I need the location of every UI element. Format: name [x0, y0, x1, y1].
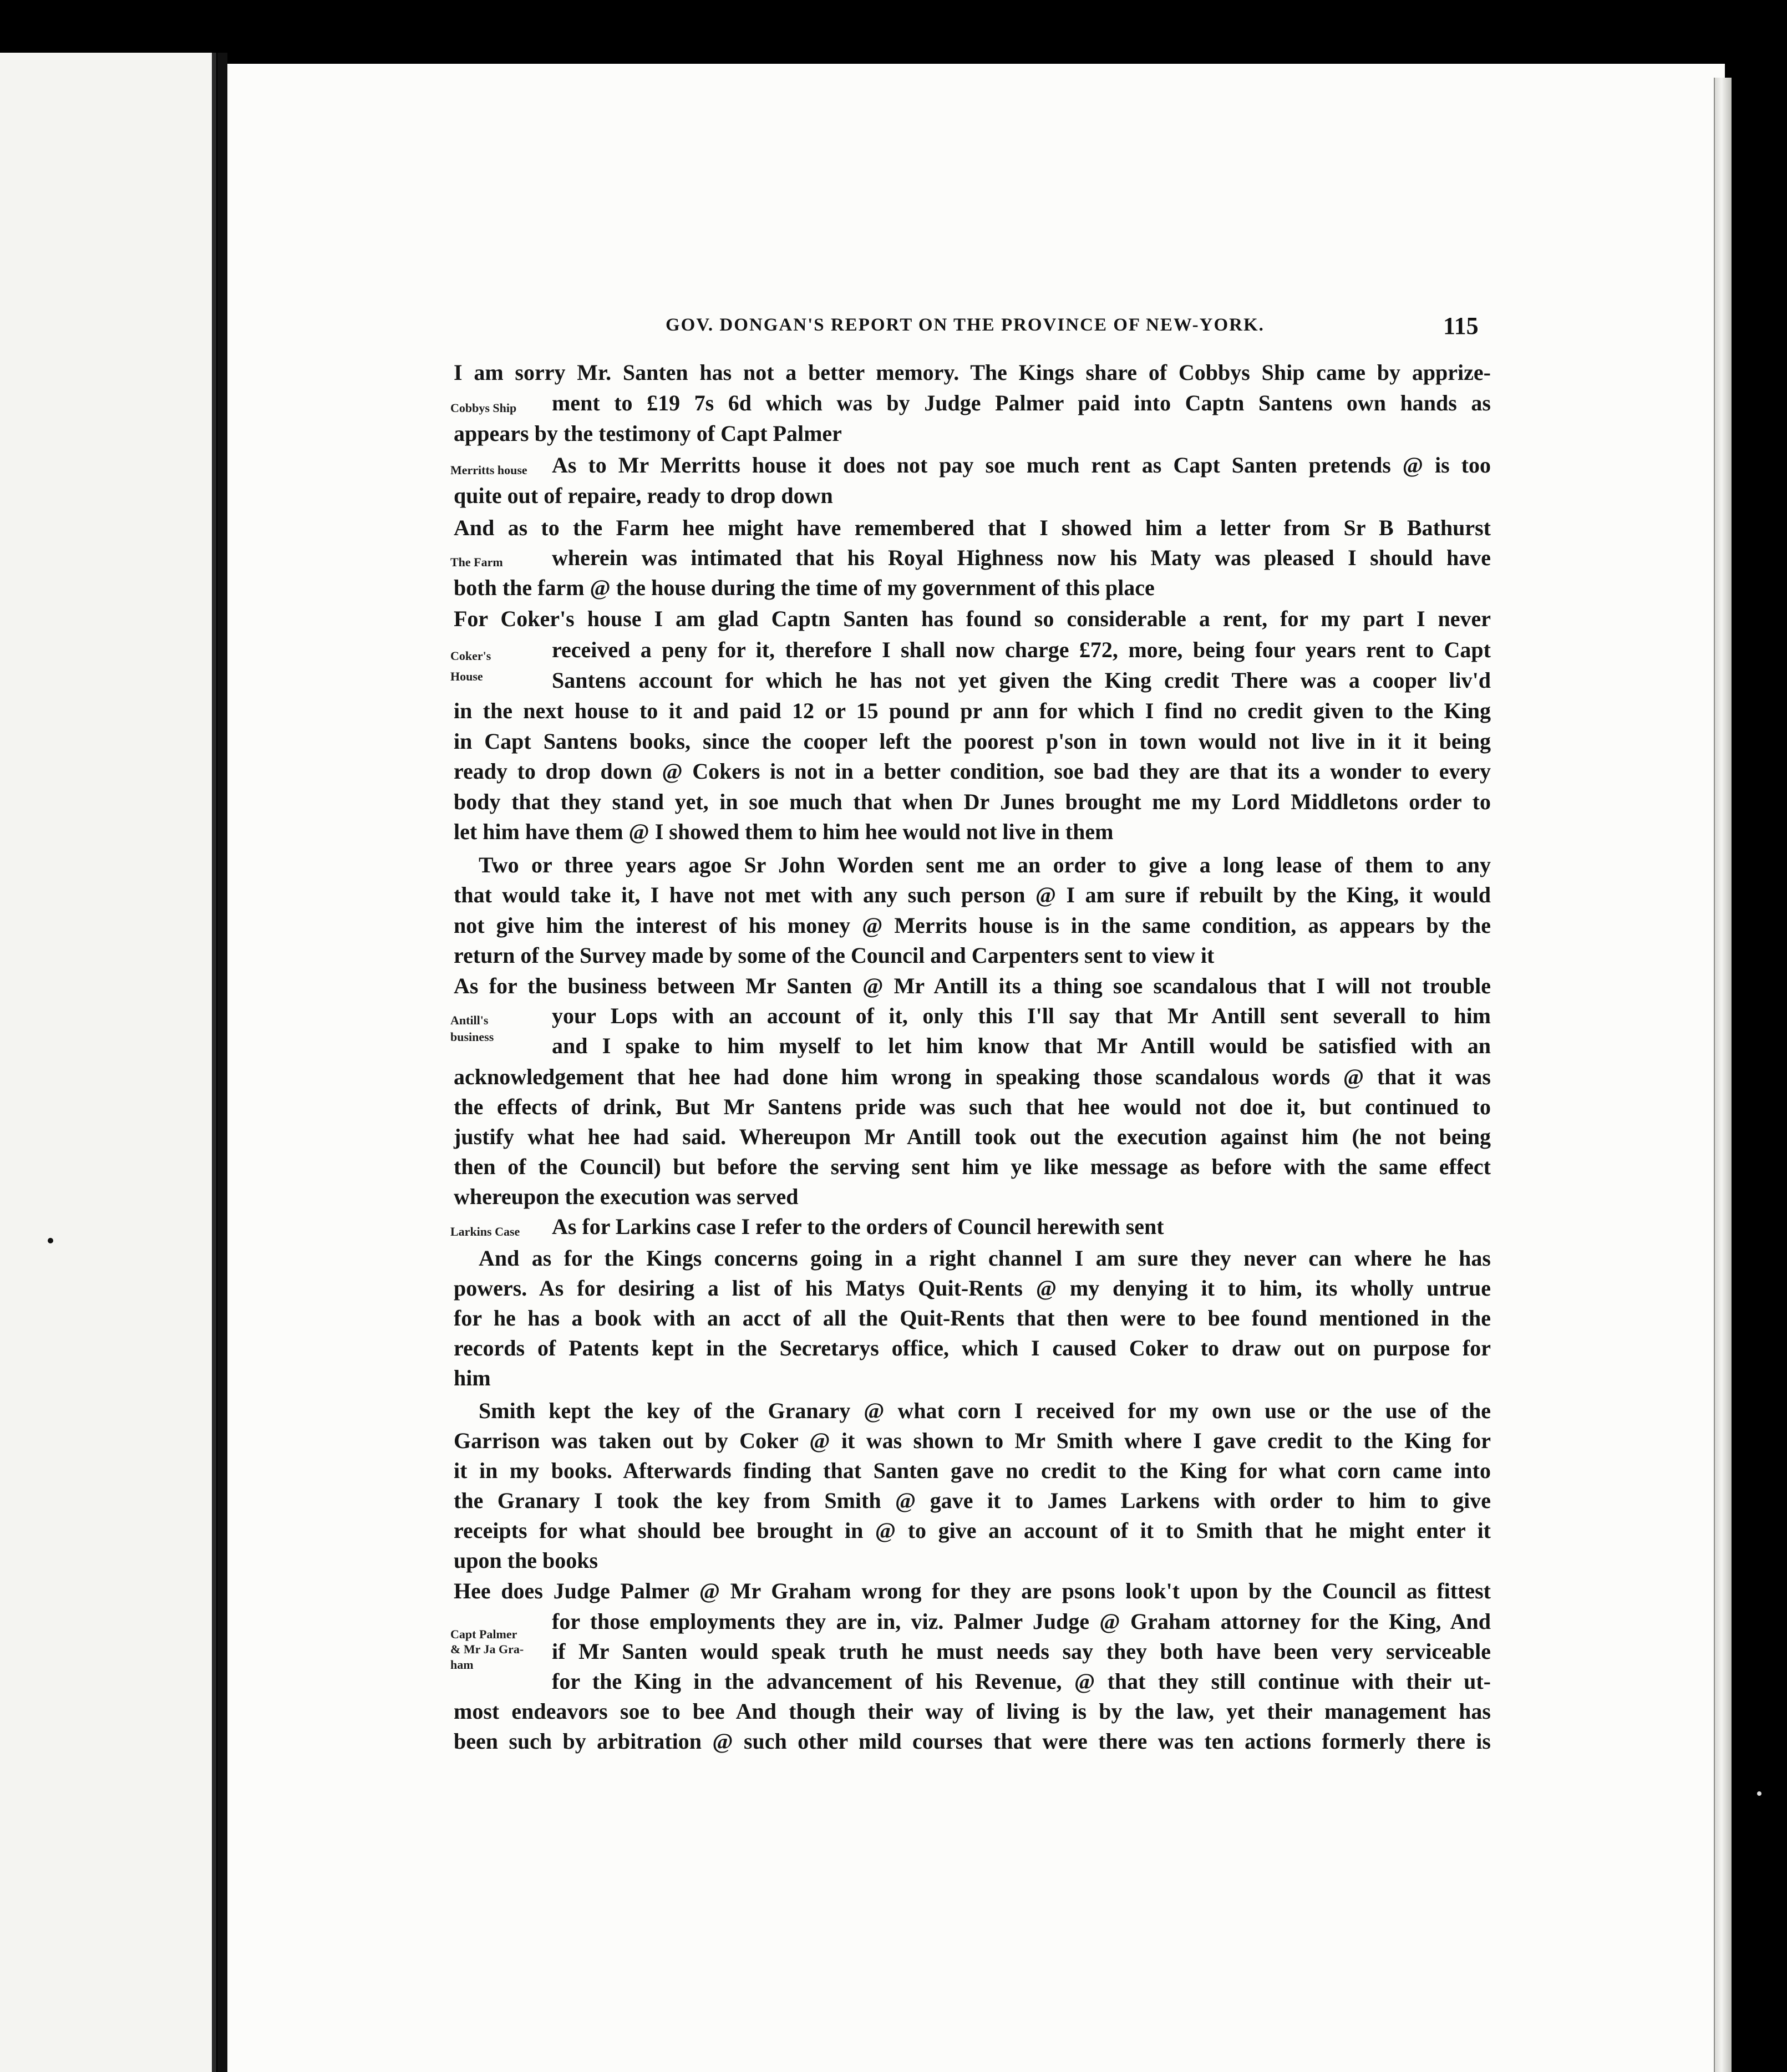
text-line: Santens account for which he has not yet given the King credit There was a cooper liv'd — [552, 668, 1491, 693]
text-line: powers. As for desiring a list of his Matys Quit-Rents @ my denying it to him, its wholly untrue — [454, 1276, 1491, 1301]
text-line: return of the Survey made by some of the Council and Carpenters sent to view it — [454, 943, 1215, 968]
text-line: the effects of drink, But Mr Santens pride was such that hee would not doe it, but continued to — [454, 1094, 1491, 1119]
text-line: for those employments they are in, viz. Palmer Judge @ Graham attorney for the King, And — [552, 1609, 1491, 1634]
text-line: ready to drop down @ Cokers is not in a better condition, soe bad they are that its a wonder to every — [454, 759, 1491, 784]
left-page-margin — [0, 53, 216, 2072]
text-line: And as for the Kings concerns going in a right channel I am sure they never can where he has — [479, 1246, 1491, 1271]
margin-note-cokers-house: Coker's — [450, 649, 491, 663]
text-line: in Capt Santens books, since the cooper left the poorest p'son in town would not live in it it being — [454, 729, 1491, 754]
text-line: it in my books. Afterwards finding that Santen gave no credit to the King for what corn came into — [454, 1458, 1491, 1483]
text-line: And as to the Farm hee might have remembered that I showed him a letter from Sr B Bathurst — [454, 515, 1491, 540]
text-line: your Lops with an account of it, only this I'll say that Mr Antill sent severall to him — [552, 1003, 1491, 1028]
text-line: upon the books — [454, 1548, 598, 1573]
text-line: been such by arbitration @ such other mild courses that were there was ten actions formerly there is — [454, 1729, 1491, 1754]
margin-note-cokers-house: House — [450, 669, 483, 683]
text-line: in the next house to it and paid 12 or 15 pound pr ann for which I find no credit given to the King — [454, 698, 1491, 723]
text-line: Hee does Judge Palmer @ Mr Graham wrong for they are psons look't upon by the Council as fittest — [454, 1578, 1491, 1603]
page-number: 115 — [1443, 312, 1479, 339]
margin-note-cobbys-ship: Cobbys Ship — [450, 401, 517, 415]
text-line: acknowledgement that hee had done him wrong in speaking those scandalous words @ that it was — [454, 1064, 1491, 1089]
text-line: and I spake to him myself to let him know that Mr Antill would be satisfied with an — [552, 1033, 1491, 1058]
margin-note-antills-business: Antill's — [450, 1013, 489, 1027]
text-line: appears by the testimony of Capt Palmer — [454, 421, 842, 446]
running-header: GOV. DONGAN'S REPORT ON THE PROVINCE OF NEW-YORK. — [666, 315, 1265, 335]
margin-note-the-farm: The Farm — [450, 555, 503, 569]
text-line: both the farm @ the house during the time of my government of this place — [454, 575, 1155, 600]
text-line: Smith kept the key of the Granary @ what corn I received for my own use or the use of the — [479, 1398, 1491, 1423]
text-line: then of the Council) but before the serving sent him ye like message as before with the same effect — [454, 1154, 1491, 1179]
scan-speck — [48, 1238, 53, 1243]
text-line: for the King in the advancement of his Revenue, @ that they still continue with their ut- — [552, 1669, 1491, 1694]
margin-note-antills-business: business — [450, 1030, 494, 1044]
margin-note-palmer-graham: & Mr Ja Gra- — [450, 1642, 524, 1656]
margin-note-merritts-house: Merritts house — [450, 463, 527, 477]
text-line: receipts for what should bee brought in @ to give an account of it to Smith that he might enter it — [454, 1518, 1491, 1543]
text-line: most endeavors soe to bee And though their way of living is by the law, yet their management has — [454, 1699, 1491, 1724]
text-line: For Coker's house I am glad Captn Santen has found so considerable a rent, for my part I never — [454, 606, 1491, 631]
text-line: records of Patents kept in the Secretarys office, which I caused Coker to draw out on purpose for — [454, 1335, 1491, 1360]
text-line: Garrison was taken out by Coker @ it was shown to Mr Smith where I gave credit to the King for — [454, 1428, 1491, 1453]
text-line: As to Mr Merritts house it does not pay soe much rent as Capt Santen pretends @ is too — [552, 453, 1491, 478]
text-line: him — [454, 1365, 491, 1390]
text-line: Two or three years agoe Sr John Worden sent me an order to give a long lease of them to any — [479, 852, 1491, 877]
text-line: body that they stand yet, in soe much that when Dr Junes brought me my Lord Middletons order to — [454, 789, 1491, 814]
text-line: justify what hee had said. Whereupon Mr Antill took out the execution against him (he not being — [454, 1124, 1491, 1149]
text-line: for he has a book with an acct of all the Quit-Rents that then were to bee found mentioned in the — [454, 1306, 1491, 1330]
text-line: As for the business between Mr Santen @ Mr Antill its a thing soe scandalous that I will not trouble — [454, 973, 1491, 998]
margin-note-palmer-graham: Capt Palmer — [450, 1627, 517, 1641]
text-line: the Granary I took the key from Smith @ gave it to James Larkens with order to him to give — [454, 1488, 1491, 1513]
text-line: not give him the interest of his money @ Merrits house is in the same condition, as appears by the — [454, 913, 1491, 938]
scan-speck — [1757, 1791, 1761, 1796]
text-line: that would take it, I have not met with any such person @ I am sure if rebuilt by the King, it would — [454, 882, 1491, 907]
text-line: let him have them @ I showed them to him hee would not live in them — [454, 819, 1114, 844]
text-line: I am sorry Mr. Santen has not a better memory. The Kings share of Cobbys Ship came by apprize- — [454, 360, 1491, 385]
margin-note-larkins-case: Larkins Case — [450, 1225, 520, 1238]
book-gutter — [217, 53, 227, 2072]
text-line: whereupon the execution was served — [454, 1184, 799, 1209]
text-line: As for Larkins case I refer to the orders of Council herewith sent — [552, 1214, 1164, 1239]
text-line: if Mr Santen would speak truth he must needs say they both have been very serviceable — [552, 1639, 1491, 1664]
text-line: ment to £19 7s 6d which was by Judge Palmer paid into Captn Santens own hands as — [552, 390, 1491, 415]
text-line: wherein was intimated that his Royal Highness now his Maty was pleased I should have — [552, 545, 1491, 570]
margin-note-palmer-graham: ham — [450, 1658, 474, 1672]
text-line: quite out of repaire, ready to drop down — [454, 483, 833, 508]
text-line: received a peny for it, therefore I shall now charge £72, more, being four years rent to Capt — [552, 637, 1491, 662]
page-stack-edge — [1714, 78, 1732, 2072]
